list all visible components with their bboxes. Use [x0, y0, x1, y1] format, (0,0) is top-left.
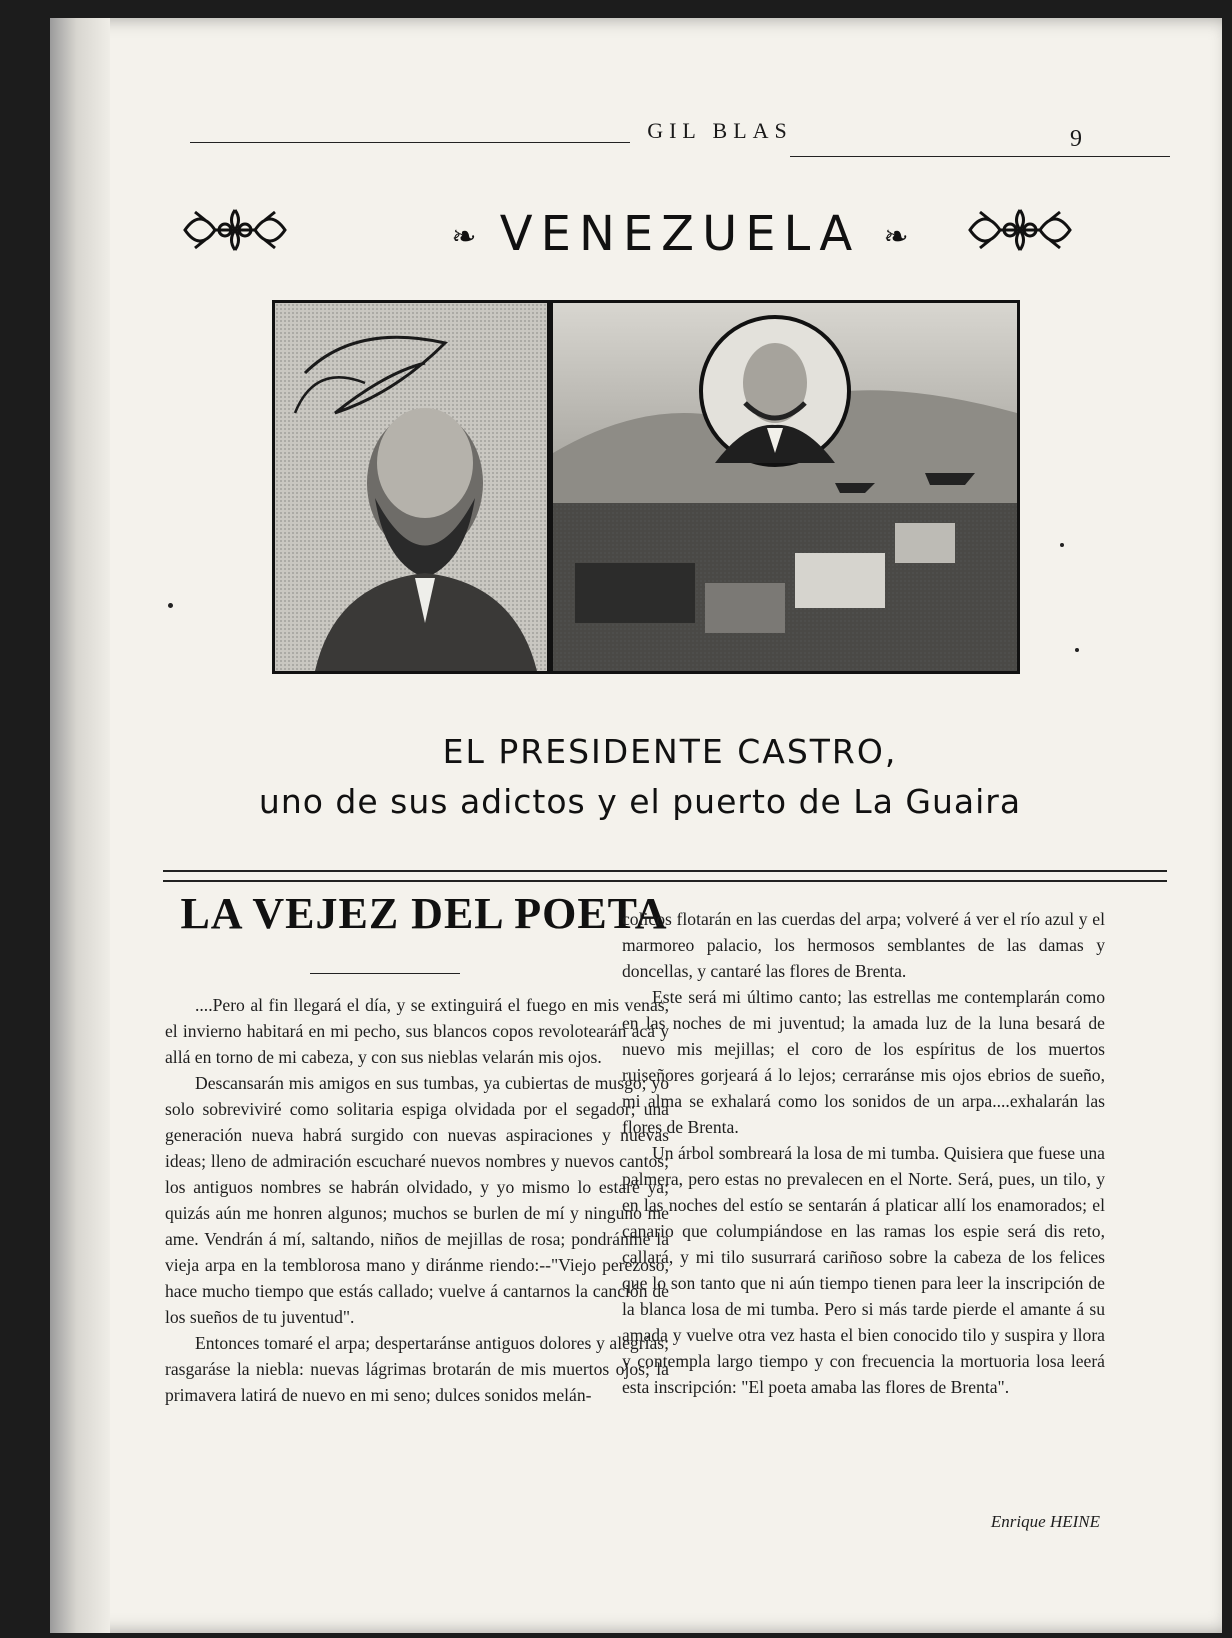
paragraph-left-1: ....Pero al fin llegará el día, y se extinguirá el fuego en mis venas, el invierno habitará en mi pecho, sus blancos copos revolotearán acá y allá en torno de mi cabeza, y con sus nieblas velarán mis ojos.	[165, 995, 669, 1067]
paragraph-right-1: colicos flotarán en las cuerdas del arpa; volveré á ver el río azul y el marmoreo palacio, los hermosos semblantes de las damas y doncellas, y cantaré las flores de Brenta.	[622, 909, 1105, 981]
fleuron-left-icon: ❧	[451, 219, 477, 255]
magazine-page	[50, 18, 1222, 1633]
section-title-text: VENEZUELA	[499, 206, 861, 262]
page-binding-shadow	[50, 18, 110, 1633]
la-guaira-harbour-photo	[553, 303, 1017, 671]
article-title: LA VEJEZ DEL POETA	[180, 889, 668, 938]
castro-portrait	[275, 303, 547, 671]
section-title	[340, 206, 1020, 262]
photo-caption-line-1: EL PRESIDENTE CASTRO,	[442, 732, 898, 771]
header-rule-right	[790, 156, 1170, 157]
ornament-left-icon	[180, 200, 290, 260]
article-column-left	[165, 992, 669, 1408]
double-rule-divider	[163, 870, 1167, 882]
header-rule-left	[190, 142, 630, 143]
photo-caption-line-2: uno de sus adictos y el puerto de La Guaira	[258, 782, 1022, 821]
article-column-right	[622, 906, 1105, 1400]
print-speck	[1075, 648, 1079, 652]
paragraph-left-2: Descansarán mis amigos en sus tumbas, ya cubiertas de musgo; yo solo sobreviviré como solitaria espiga olvidada por el segador; una generación nueva habrá surgido con nuevas aspiraciones y nuevas ideas; lleno de admiración escucharé nuevos nombres y nuevos cantos; los antiguos nombres se habrán olvidado, y yo mismo lo estaré ya; quizás aún me honren algunos; muchos se burlen de mí y ninguno me ame. Vendrán á mí, saltando, niños de mejillas de rosa; pondránme la vieja arpa en la temblorosa mano y diránme riendo:--"Viejo perezoso, hace mucho tiempo que estás callado; vuelve á cantarnos la canción de los sueños de tu juventud".	[165, 1073, 669, 1327]
page-number: 9	[1070, 126, 1082, 152]
fleuron-right-icon: ❧	[883, 219, 909, 255]
author-signature: Enrique HEINE	[990, 1512, 1100, 1531]
print-speck	[168, 603, 173, 608]
title-underline	[310, 973, 460, 974]
print-speck	[1060, 543, 1064, 547]
running-head: GIL BLAS	[647, 118, 793, 143]
photo-panel	[272, 300, 1020, 674]
paragraph-right-3: Un árbol sombreará la losa de mi tumba. Quisiera que fuese una palmera, pero estas no prevalecen en el Norte. Será, pues, un tilo, y en las noches del estío se sentarán á platicar allí los enamorados; el canario que columpiándose en las ramas los espie será dis reto, callará, y mi tilo susurrará cariñoso sobre la cabeza de los felices que lo son tanto que ni aún tiempo tienen para leer la inscripción de la blanca losa de mi tumba. Pero si más tarde pierde el amante á su amada y vuelve otra vez hasta el bien conocido tilo y suspira y llora y contempla largo tiempo y con frecuencia la mortuoria losa leerá esta inscripción: "El poeta amaba las flores de Brenta".	[622, 1143, 1105, 1397]
paragraph-right-2: Este será mi último canto; las estrellas me contemplarán como en las noches de mi juventud; la amada luz de la luna besará de nuevo mis mejillas; el coro de los espíritus de los muertos ruiseñores gorjeará á lo lejos; cerraránse mis ojos ebrios de sueño, mi alma se exhalará como los sonidos de un arpa....exhalarán las flores de Brenta.	[622, 987, 1105, 1137]
paragraph-left-3: Entonces tomaré el arpa; despertaránse antiguos dolores y alegrías; rasgaráse la niebla: nuevas lágrimas brotarán de mis muertos ojos; la primavera latirá de nuevo en mi seno; dulces sonidos melán-	[165, 1333, 669, 1405]
